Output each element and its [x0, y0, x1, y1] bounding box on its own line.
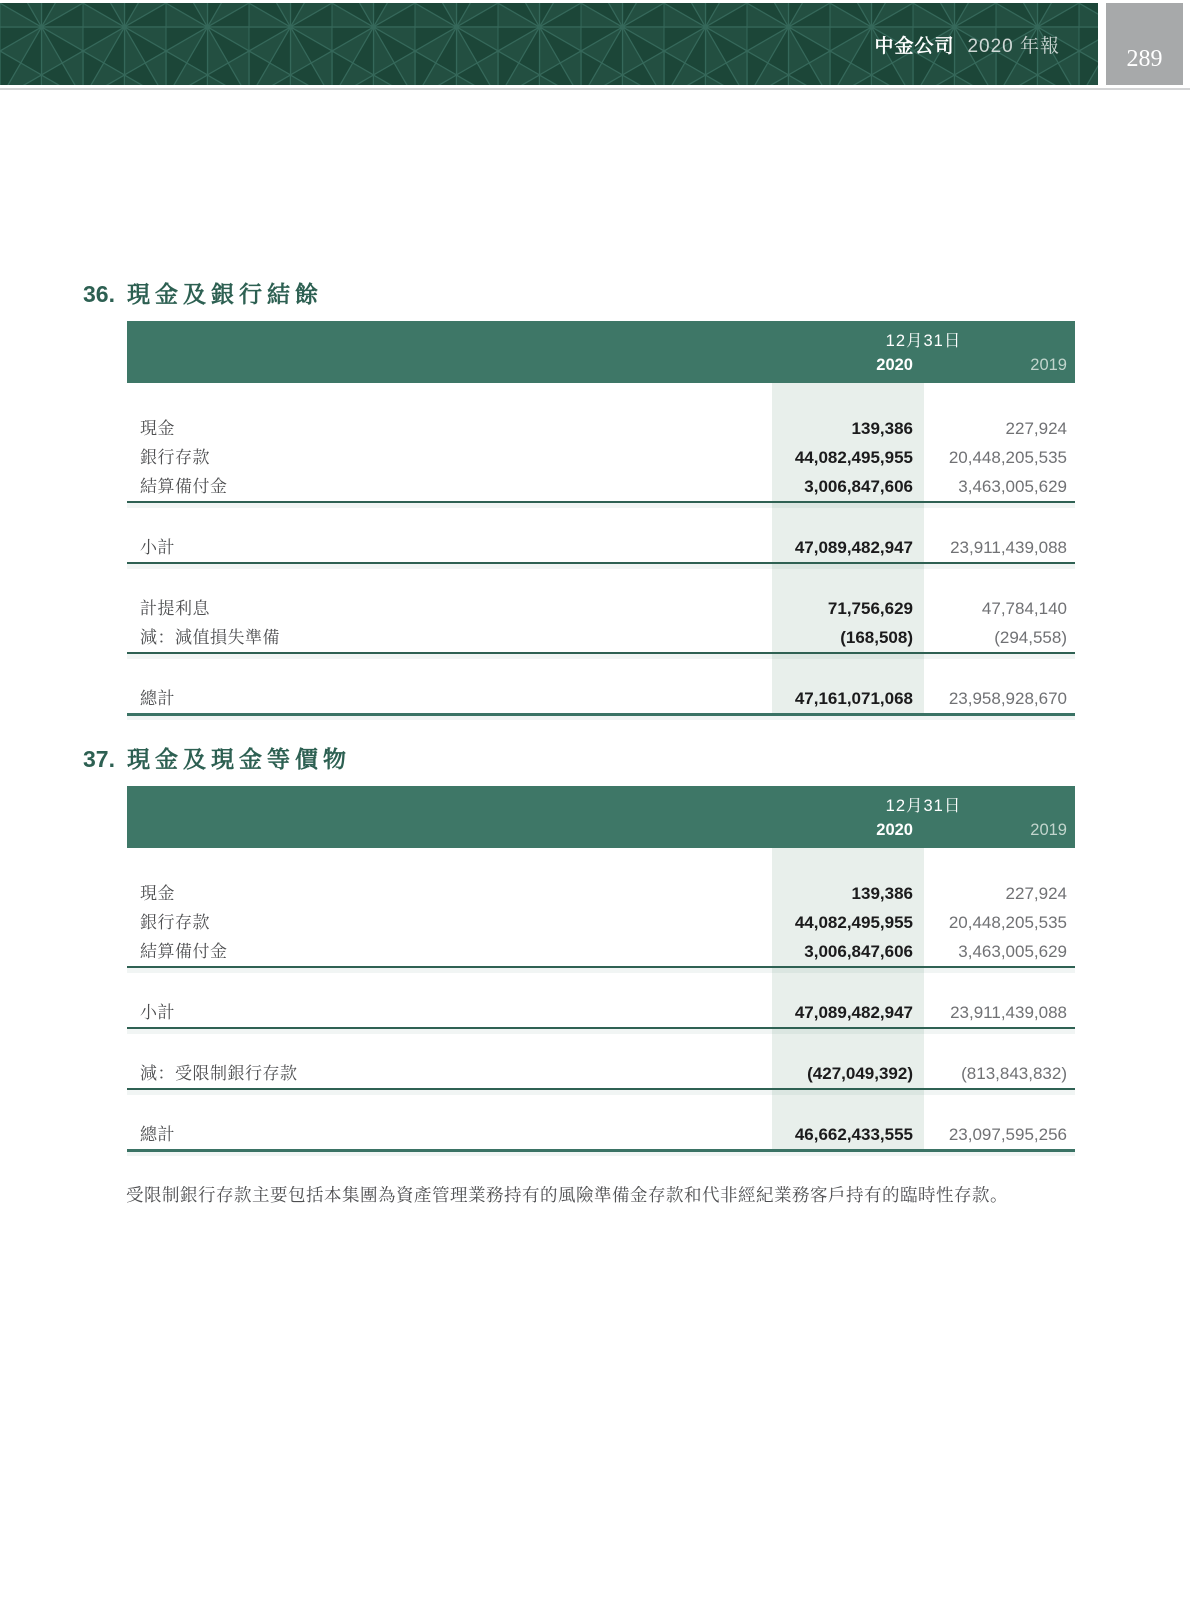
- table-row: 現金 139,386 227,924: [140, 419, 1067, 438]
- table-36-col-2020: 2020: [876, 356, 913, 374]
- table-37-group-restricted: [127, 1029, 1075, 1088]
- table-37-col-2020: 2020: [876, 821, 913, 839]
- section-37-heading: 現金及現金等價物: [127, 746, 351, 772]
- table-row-subtotal: 小計 47,089,482,947 23,911,439,088: [140, 1003, 1067, 1022]
- report-year-label: 2020 年報: [967, 35, 1060, 57]
- table-row: 結算備付金 3,006,847,606 3,463,005,629: [140, 477, 1067, 496]
- restricted-deposits-footnote: 受限制銀行存款主要包括本集團為資產管理業務持有的風險準備金存款和代非經紀業務客戶持有的臨時性存款。: [126, 1185, 1008, 1205]
- table-row-subtotal: 小計 47,089,482,947 23,911,439,088: [140, 538, 1067, 557]
- table-37-header-band: [127, 786, 1075, 848]
- table-cash-equivalents: [127, 786, 1075, 1152]
- page-number: 289: [1126, 46, 1163, 72]
- table-row: 結算備付金 3,006,847,606 3,463,005,629: [140, 942, 1067, 961]
- section-37-title: [83, 741, 1075, 774]
- table-row: 計提利息 71,756,629 47,784,140: [140, 599, 1067, 618]
- table-37-group-detail: [127, 848, 1075, 966]
- table-rule-final: [127, 1149, 1075, 1152]
- table-row: 銀行存款 44,082,495,955 20,448,205,535: [140, 913, 1067, 932]
- table-36-year-row: [127, 354, 1075, 376]
- section-36-title: [83, 276, 1075, 309]
- section-36: [83, 276, 1075, 716]
- company-name: 中金公司: [874, 35, 955, 57]
- section-37: [83, 741, 1075, 1152]
- table-36-header-band: [127, 321, 1075, 383]
- table-row: 銀行存款 44,082,495,955 20,448,205,535: [140, 448, 1067, 467]
- table-rule-final: [127, 713, 1075, 716]
- table-37-group-subtotal: [127, 968, 1075, 1027]
- section-36-number: 36.: [83, 281, 115, 307]
- table-36-group-interest: [127, 564, 1075, 652]
- table-row: 減：減值損失準備 (168,508) (294,558): [140, 628, 1067, 647]
- table-row: 減：受限制銀行存款 (427,049,392) (813,843,832): [140, 1064, 1067, 1083]
- table-37-date-header: 12月31日: [885, 797, 962, 815]
- page-number-box: [1106, 3, 1183, 85]
- table-36-group-total: [127, 654, 1075, 713]
- top-banner: [0, 3, 1098, 85]
- table-row-total: 總計 46,662,433,555 23,097,595,256: [140, 1125, 1067, 1144]
- header-divider: [0, 88, 1190, 90]
- table-36-group-subtotal: [127, 503, 1075, 562]
- table-row: 現金 139,386 227,924: [140, 884, 1067, 903]
- banner-title: [874, 3, 1060, 85]
- table-cash-bank-balances: [127, 321, 1075, 716]
- table-37-year-row: [127, 819, 1075, 841]
- table-36-col-2019: 2019: [1030, 356, 1067, 374]
- section-37-number: 37.: [83, 746, 115, 772]
- table-36-date-header: 12月31日: [885, 332, 962, 350]
- section-36-heading: 現金及銀行結餘: [127, 281, 323, 307]
- table-row-total: 總計 47,161,071,068 23,958,928,670: [140, 689, 1067, 708]
- table-37-col-2019: 2019: [1030, 821, 1067, 839]
- table-37-group-total: [127, 1090, 1075, 1149]
- table-36-group-detail: [127, 383, 1075, 501]
